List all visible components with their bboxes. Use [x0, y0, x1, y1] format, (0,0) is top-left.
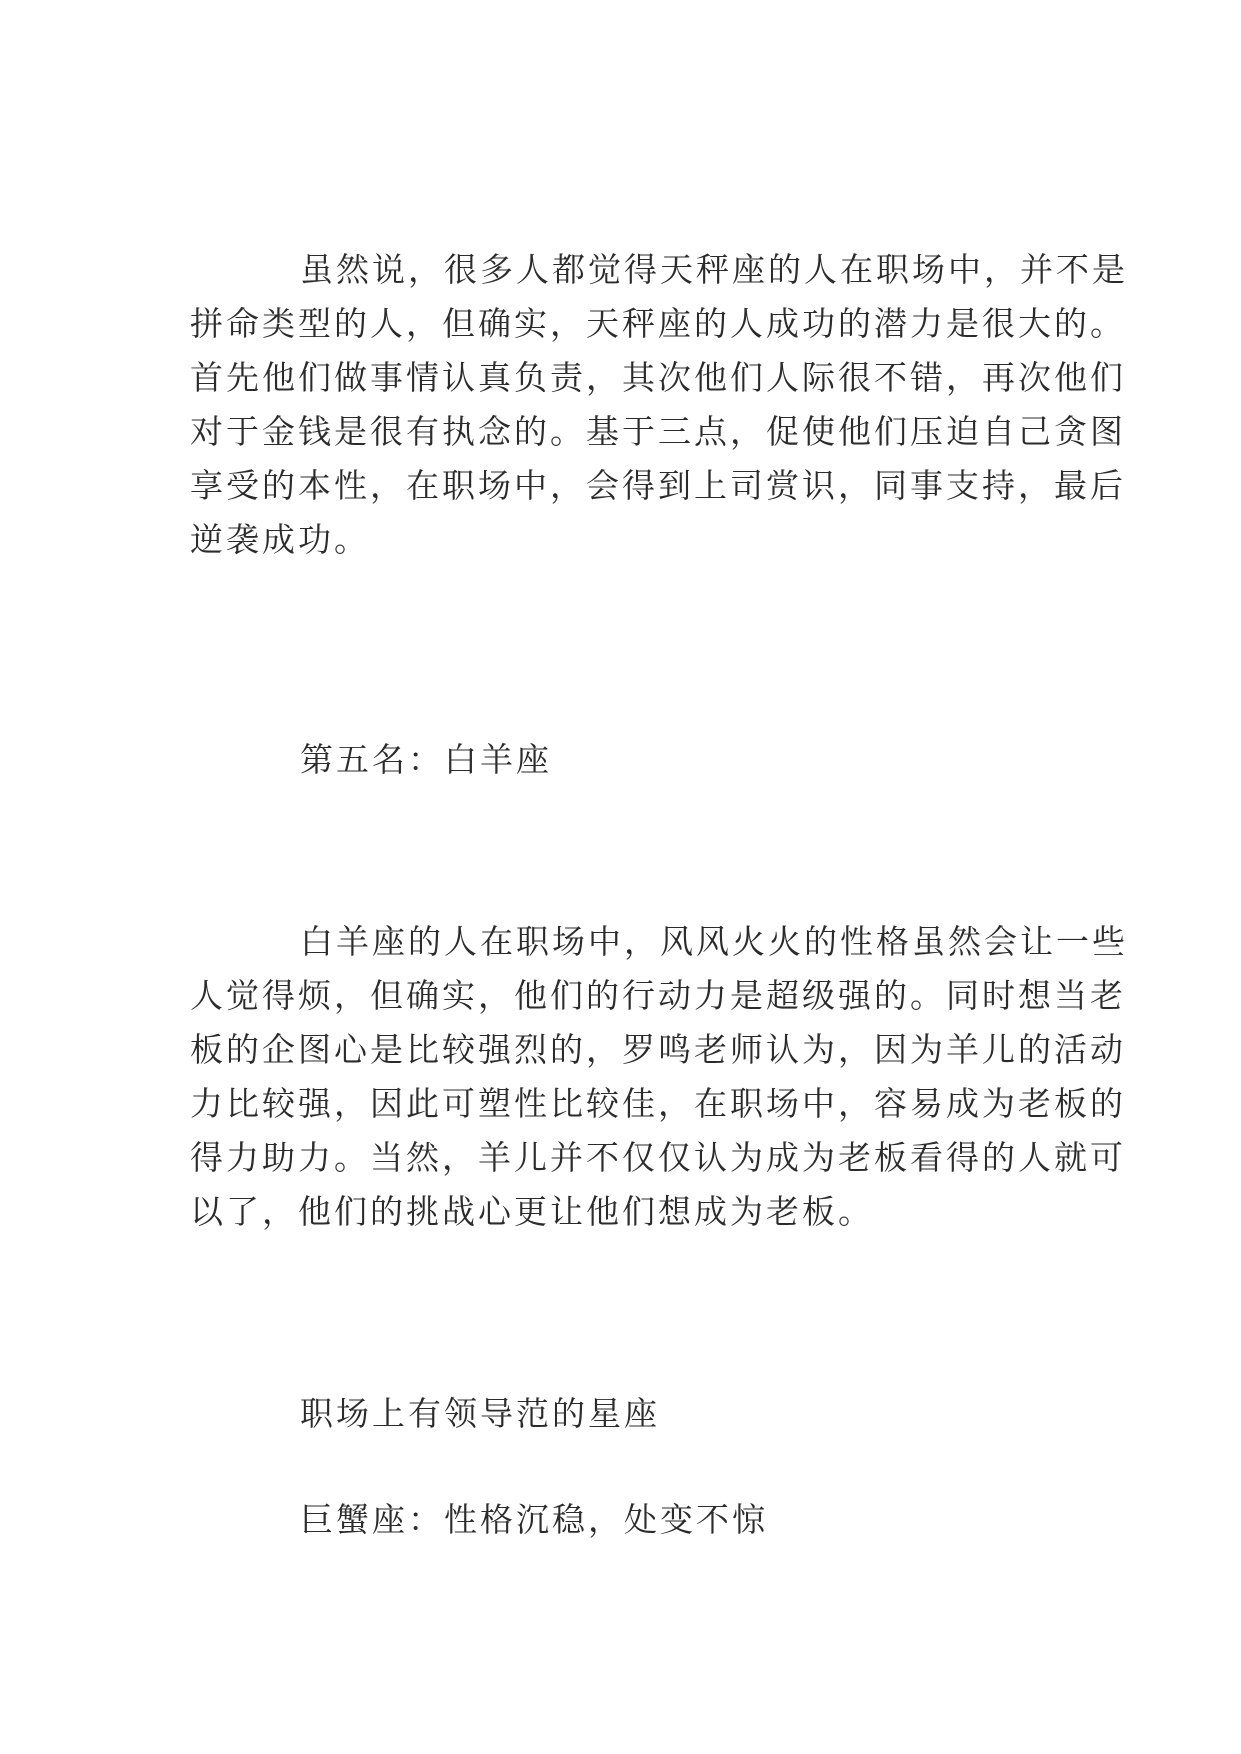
paragraph-libra-line-4: 对于金钱是很有执念的。基于三点，促使他们压迫自己贪图: [190, 412, 1126, 451]
paragraph-aries-line-2: 人觉得烦，但确实，他们的行动力是超级强的。同时想当老: [190, 976, 1126, 1015]
paragraph-aries-line-5: 得力助力。当然，羊儿并不仅仅认为成为老板看得的人就可: [190, 1138, 1126, 1177]
heading-fifth-aries: 第五名：白羊座: [300, 740, 552, 779]
heading-leadership-signs: 职场上有领导范的星座: [300, 1394, 660, 1433]
paragraph-libra-line-1: 虽然说，很多人都觉得天秤座的人在职场中，并不是: [300, 250, 1128, 289]
paragraph-libra-line-2: 拼命类型的人，但确实，天秤座的人成功的潜力是很大的。: [190, 304, 1126, 343]
paragraph-aries-line-6: 以了，他们的挑战心更让他们想成为老板。: [190, 1192, 874, 1231]
paragraph-aries-line-1: 白羊座的人在职场中，风风火火的性格虽然会让一些: [300, 922, 1128, 961]
paragraph-aries-line-4: 力比较强，因此可塑性比较佳，在职场中，容易成为老板的: [190, 1084, 1126, 1123]
heading-cancer: 巨蟹座：性格沉稳，处变不惊: [300, 1500, 768, 1539]
paragraph-aries-line-3: 板的企图心是比较强烈的，罗鸣老师认为，因为羊儿的活动: [190, 1030, 1126, 1069]
paragraph-libra-line-5: 享受的本性，在职场中，会得到上司赏识，同事支持，最后: [190, 466, 1126, 505]
paragraph-libra-line-3: 首先他们做事情认真负责，其次他们人际很不错，再次他们: [190, 358, 1126, 397]
paragraph-libra-line-6: 逆袭成功。: [190, 520, 370, 559]
